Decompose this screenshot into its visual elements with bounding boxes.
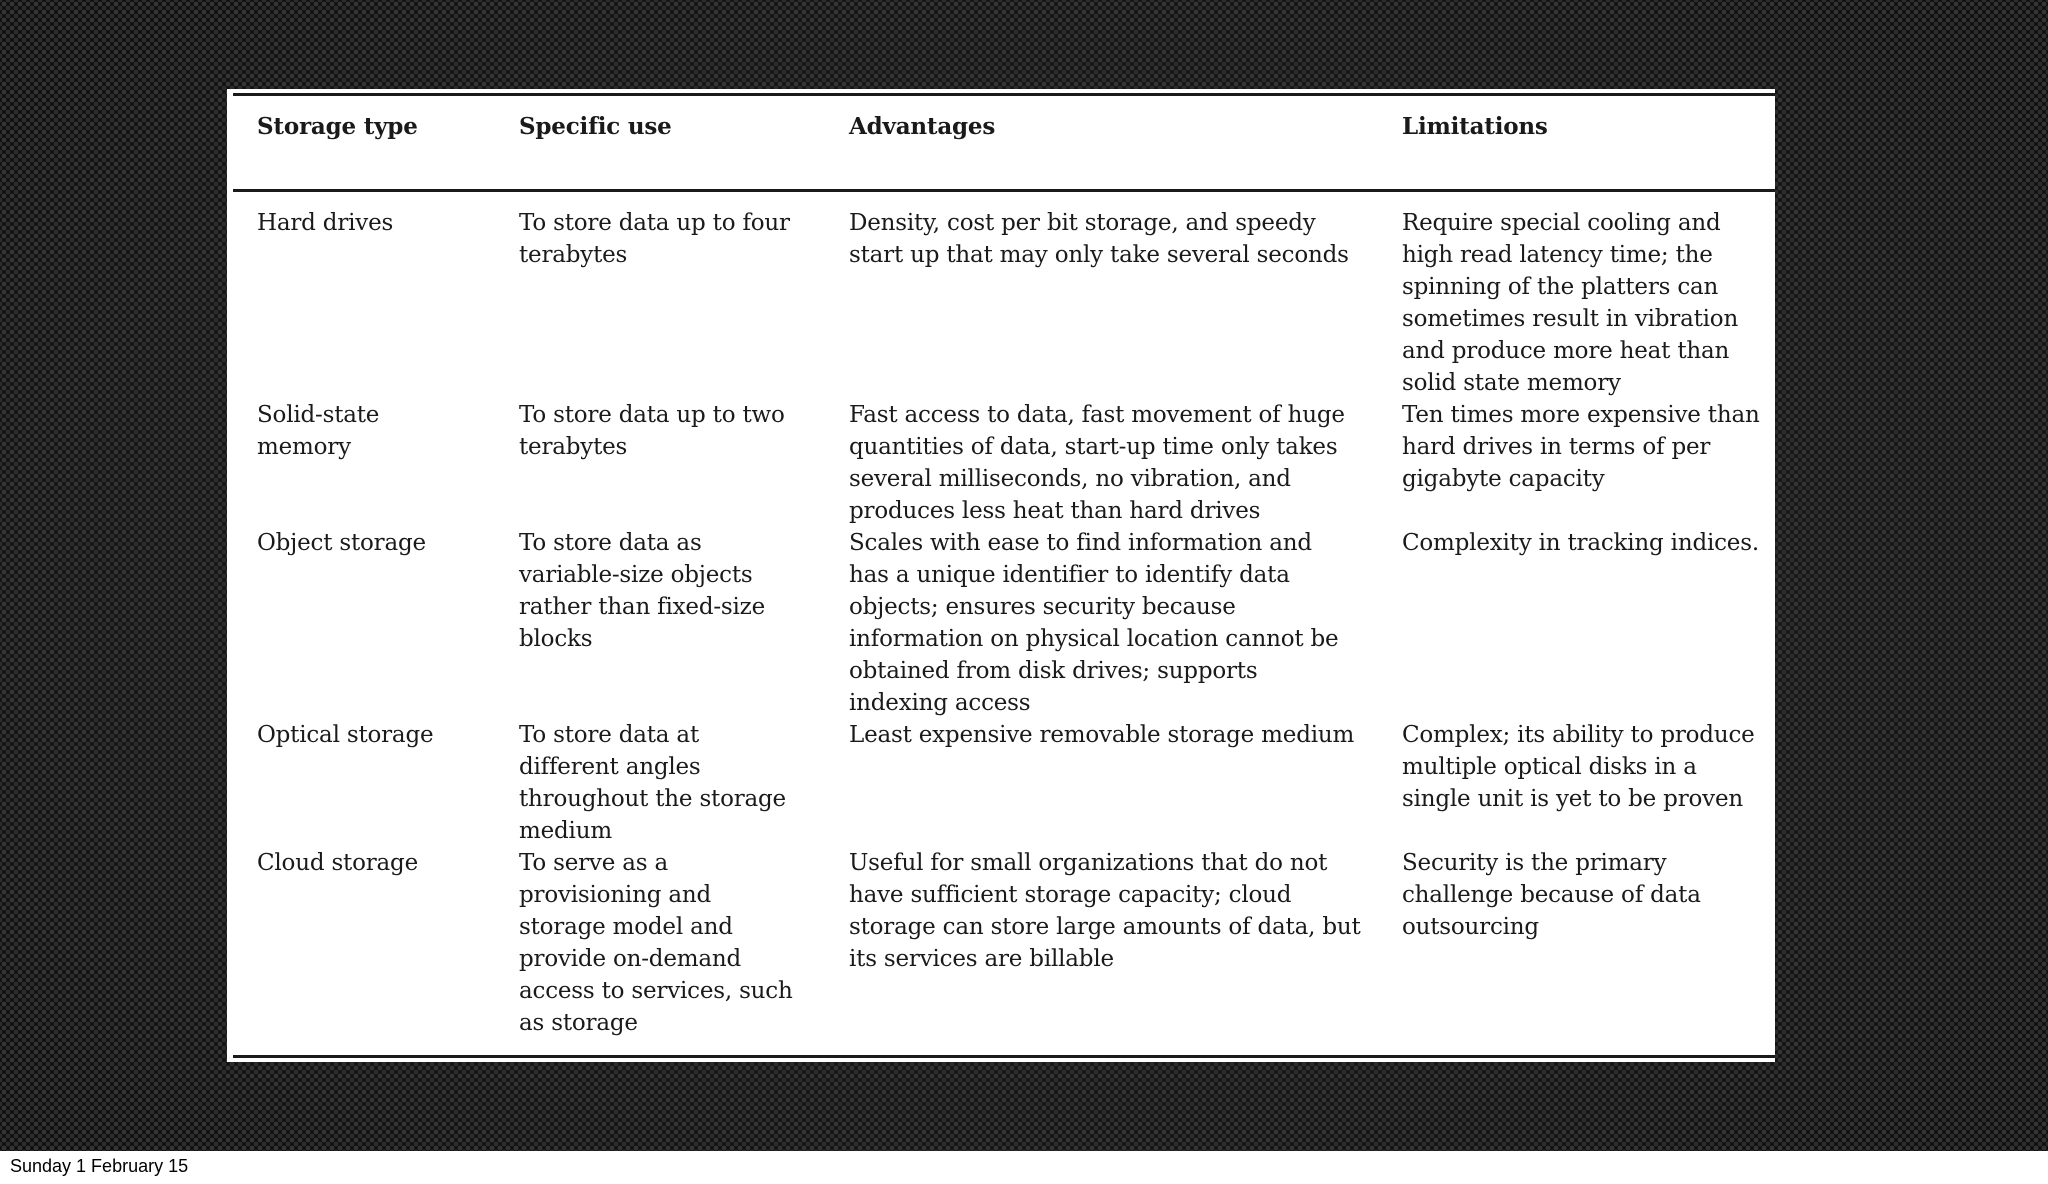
header-storage-type: Storage type — [257, 113, 418, 140]
row-cloud-storage-limitations: Security is the primary challenge because of data outsourcing — [1402, 850, 1701, 940]
row-hard-drives-use: To store data up to four terabytes — [519, 210, 790, 268]
row-optical-storage-use: To store data at different angles throughout the storage medium — [519, 722, 786, 844]
table-header-rule — [233, 189, 1775, 192]
row-hard-drives-advantages: Density, cost per bit storage, and speedy start up that may only take several seconds — [849, 210, 1349, 268]
header-limitations: Limitations — [1402, 113, 1548, 140]
row-cloud-storage-use: To serve as a provisioning and storage model and provide on-demand access to services, such as storage — [519, 850, 793, 1036]
row-solid-state-advantages: Fast access to data, fast movement of huge quantities of data, start-up time only takes several milliseconds, no vibration, and produces less heat than hard drives — [849, 402, 1345, 524]
table-bottom-rule — [233, 1055, 1775, 1058]
row-object-storage-limitations: Complexity in tracking indices. — [1402, 530, 1759, 556]
row-solid-state-use: To store data up to two terabytes — [519, 402, 785, 460]
footer-date: Sunday 1 February 15 — [10, 1156, 189, 1176]
row-hard-drives-limitations: Require special cooling and high read latency time; the spinning of the platters can sometimes result in vibration and produce more heat than solid state memory — [1402, 210, 1739, 396]
row-solid-state-type: Solid-state memory — [257, 402, 380, 460]
row-object-storage-advantages: Scales with ease to find information and has a unique identifier to identify data objects; ensures security because information on physical location cannot be obtained from disk drives; supports indexing access — [849, 530, 1339, 716]
row-solid-state-limitations: Ten times more expensive than hard drives in terms of per gigabyte capacity — [1402, 402, 1760, 492]
header-advantages: Advantages — [849, 113, 996, 140]
storage-table — [227, 89, 1775, 1062]
row-hard-drives-type: Hard drives — [257, 210, 394, 236]
row-optical-storage-advantages: Least expensive removable storage medium — [849, 722, 1355, 748]
row-object-storage-type: Object storage — [257, 530, 426, 556]
row-object-storage-use: To store data as variable-size objects rather than fixed-size blocks — [519, 530, 766, 652]
row-optical-storage-type: Optical storage — [257, 722, 434, 748]
row-cloud-storage-type: Cloud storage — [257, 850, 418, 876]
header-specific-use: Specific use — [519, 113, 672, 140]
table-top-rule — [233, 93, 1775, 96]
row-cloud-storage-advantages: Useful for small organizations that do not have sufficient storage capacity; cloud storage can store large amounts of data, but its services are billable — [849, 850, 1361, 972]
row-optical-storage-limitations: Complex; its ability to produce multiple optical disks in a single unit is yet to be proven — [1402, 722, 1755, 812]
